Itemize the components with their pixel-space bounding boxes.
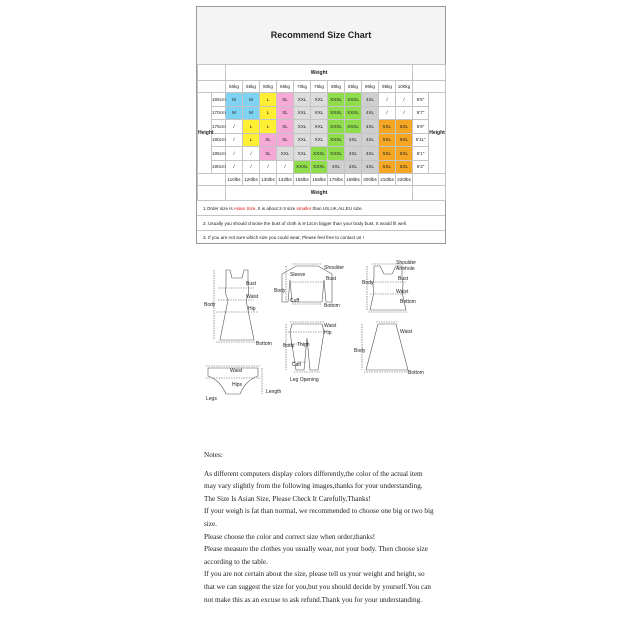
size-cell: L — [243, 120, 260, 134]
pants-leg-opening-label: Leg Opening — [290, 377, 319, 383]
size-cell: XXL — [294, 147, 311, 161]
size-cell: XXL — [294, 120, 311, 134]
size-cell: / — [277, 160, 294, 174]
corner-cell — [198, 186, 226, 201]
cm-cell: 190cm — [212, 160, 226, 174]
cm-cell: 185cm — [212, 147, 226, 161]
size-cell: M — [243, 93, 260, 107]
lbs-header: 155lbs — [294, 174, 311, 186]
briefs-legs-label: Legs — [206, 396, 217, 402]
weight-header: Weight — [226, 65, 413, 81]
dress-waist-label: Waist — [246, 294, 259, 300]
lbs-header: 110lbs — [226, 174, 243, 186]
kg-header: 55kg — [243, 81, 260, 93]
size-cell: / — [243, 147, 260, 161]
skirt-bottom-label: Bottom — [408, 370, 424, 376]
size-cell: 5XL — [396, 133, 413, 147]
tank-shoulder-label: Shoulder — [396, 260, 417, 266]
chart-title: Recommend Size Chart — [197, 7, 445, 65]
kg-header: 80kg — [328, 81, 345, 93]
size-cell: 4XL — [362, 93, 379, 107]
size-cell: L — [260, 120, 277, 134]
size-cell: XXXL — [328, 133, 345, 147]
notes-section — [204, 449, 436, 606]
size-cell: M — [243, 106, 260, 120]
tank-bust-label: Bust — [398, 276, 409, 282]
size-cell: / — [260, 160, 277, 174]
notes-paragraph-1: As different computers display colors differently,the color of the actual item may vary slightly from the following images,thanks for your understanding. — [204, 469, 423, 491]
size-cell: L — [260, 93, 277, 107]
chart-note-1: 1.Order size is Asian Size, It is about 2-3 size smaller than US,UK,AU,EU size. — [197, 200, 445, 215]
size-chart-table — [197, 64, 446, 201]
size-cell: XXL — [294, 93, 311, 107]
size-cell: XXXL — [345, 120, 362, 134]
shirt-sleeve-label: Sleeve — [290, 272, 306, 278]
size-cell: XXL — [277, 147, 294, 161]
garment-illustrations — [196, 252, 444, 428]
size-cell: XXXL — [345, 106, 362, 120]
size-cell: XXXL — [328, 120, 345, 134]
kg-header: 50kg — [226, 81, 243, 93]
cm-cell: 165cm — [212, 93, 226, 107]
tank-body-label: Body — [362, 280, 374, 286]
lbs-header: 210lbs — [379, 174, 396, 186]
size-cell: XXXL — [311, 160, 328, 174]
cm-cell: 175cm — [212, 120, 226, 134]
height-label-left: Height — [198, 93, 212, 174]
notes-paragraph-6: If you are not certain about the size, please tell us your weight and height, so that we can suggest the size for you,but you should decide by yourself.You can not make this as an excuse to ask refund.Thank you for your understanding. — [204, 570, 432, 604]
size-cell: M — [226, 93, 243, 107]
size-cell: / — [226, 133, 243, 147]
pants-hip-label: Hip — [324, 330, 332, 336]
size-cell: L — [260, 106, 277, 120]
measurement-diagram — [196, 252, 444, 428]
size-cell: 4XL — [345, 133, 362, 147]
pants-body-label: Body — [283, 343, 295, 349]
shirt-bust-label: Bust — [326, 276, 337, 282]
ft-cell: 6'1" — [413, 147, 429, 161]
size-cell: / — [243, 160, 260, 174]
size-cell: XL — [277, 120, 294, 134]
size-cell: / — [226, 120, 243, 134]
size-cell: XL — [277, 133, 294, 147]
ft-cell: 5'11" — [413, 133, 429, 147]
corner-cell — [198, 174, 226, 186]
lbs-header: 175lbs — [328, 174, 345, 186]
size-cell: / — [396, 93, 413, 107]
kg-header: 90kg — [362, 81, 379, 93]
height-label-right: Height — [429, 93, 446, 174]
corner-cell — [413, 81, 446, 93]
lbs-header: 120lbs — [243, 174, 260, 186]
corner-cell — [198, 65, 226, 81]
lbs-header: 143lbs — [277, 174, 294, 186]
size-cell: 4XL — [362, 147, 379, 161]
briefs-waist-label: Waist — [230, 368, 243, 374]
lbs-header: 130lbs — [260, 174, 277, 186]
size-cell: / — [226, 160, 243, 174]
dress-bust-label: Bust — [246, 281, 257, 287]
notes-paragraph-2: The Size Is Asian Size, Please Check It Carefully,Thanks! — [204, 494, 371, 503]
size-cell: XXL — [294, 106, 311, 120]
size-cell: XL — [260, 147, 277, 161]
size-cell: 4XL — [345, 160, 362, 174]
size-cell: 4XL — [362, 120, 379, 134]
size-cell: XXXL — [311, 147, 328, 161]
pants-thigh-label: Thigh — [297, 342, 310, 348]
size-cell: / — [226, 147, 243, 161]
size-cell: XXL — [311, 133, 328, 147]
size-cell: XL — [277, 106, 294, 120]
size-cell: XXL — [311, 120, 328, 134]
size-cell: XXXL — [328, 106, 345, 120]
size-cell: XXXL — [328, 93, 345, 107]
size-cell: / — [379, 93, 396, 107]
ft-cell: 5'5" — [413, 93, 429, 107]
chart-note-2: 2. Usually you should choose the bust of cloth is 8-12cm bigger than your body bust, It would fit well. — [197, 215, 445, 230]
dress-body-label: Body — [204, 302, 216, 308]
chart-note-3: 3. If you are not sure which size you could wear, Please feel free to contact us ! — [197, 230, 445, 243]
tank-armhole-label: Armhole — [396, 266, 415, 272]
lbs-header: 200lbs — [362, 174, 379, 186]
lbs-header: 220lbs — [396, 174, 413, 186]
kg-header: 100kg — [396, 81, 413, 93]
size-cell: / — [396, 106, 413, 120]
notes-paragraph-4: Please choose the color and correct size when order,thanks! — [204, 532, 376, 541]
kg-header: 85kg — [345, 81, 362, 93]
size-cell: 4XL — [345, 147, 362, 161]
briefs-hips-label: Hips — [232, 382, 243, 388]
cm-cell: 180cm — [212, 133, 226, 147]
corner-cell — [198, 81, 226, 93]
dress-bottom-label: Bottom — [256, 341, 272, 347]
size-cell: 5XL — [379, 120, 396, 134]
tank-waist-label: Waist — [396, 289, 409, 295]
notes-heading: Notes: — [204, 451, 223, 459]
ft-cell: 5'9" — [413, 120, 429, 134]
shirt-cuff-label: Cuff — [290, 298, 300, 304]
size-cell: 5XL — [396, 120, 413, 134]
size-cell: 4XL — [328, 160, 345, 174]
notes-paragraph-5: Please measure the clothes you usually wear, not your body. Then choose size according to the table. — [204, 545, 428, 566]
notes-paragraph-3: If your weigh is fat than normal, we recommended to choose one big or two big size. — [204, 507, 434, 528]
cm-cell: 170cm — [212, 106, 226, 120]
pants-waist-label: Waist — [324, 323, 337, 329]
size-cell: 4XL — [362, 133, 379, 147]
skirt-body-label: Body — [354, 348, 366, 354]
pants-calf-label: Calf — [292, 362, 301, 368]
size-cell: / — [379, 106, 396, 120]
skirt-waist-label: Waist — [400, 329, 413, 335]
weight-footer: Weight — [226, 186, 413, 201]
kg-header: 75kg — [311, 81, 328, 93]
kg-header: 60kg — [260, 81, 277, 93]
size-cell: 4XL — [362, 106, 379, 120]
size-chart-panel — [196, 6, 446, 244]
dress-hip-label: Hip — [248, 306, 256, 312]
size-cell: M — [226, 106, 243, 120]
size-cell: XL — [260, 133, 277, 147]
corner-cell — [413, 174, 446, 186]
size-cell: XXXL — [328, 147, 345, 161]
kg-header: 95kg — [379, 81, 396, 93]
corner-cell — [413, 186, 446, 201]
tank-bottom-label: Bottom — [400, 299, 416, 305]
size-cell: 5XL — [396, 160, 413, 174]
size-cell: XXXL — [345, 93, 362, 107]
size-cell: XXL — [311, 93, 328, 107]
size-cell: L — [243, 133, 260, 147]
ft-cell: 5'7" — [413, 106, 429, 120]
size-cell: 5XL — [379, 133, 396, 147]
ft-cell: 6'3" — [413, 160, 429, 174]
size-cell: XL — [277, 93, 294, 107]
kg-header: 65kg — [277, 81, 294, 93]
size-cell: 4XL — [362, 160, 379, 174]
shirt-shoulder-label: Shoulder — [324, 265, 345, 271]
shirt-body-label: Body — [274, 288, 286, 294]
size-cell: 5XL — [379, 147, 396, 161]
size-cell: XXL — [311, 106, 328, 120]
size-cell: XXXL — [294, 160, 311, 174]
briefs-length-label: Length — [266, 389, 282, 395]
lbs-header: 165lbs — [311, 174, 328, 186]
size-cell: 5XL — [396, 147, 413, 161]
size-cell: XXL — [294, 133, 311, 147]
corner-cell — [413, 65, 446, 81]
lbs-header: 188lbs — [345, 174, 362, 186]
size-cell: 5XL — [379, 160, 396, 174]
shirt-bottom-label: Bottom — [324, 303, 340, 309]
kg-header: 70kg — [294, 81, 311, 93]
